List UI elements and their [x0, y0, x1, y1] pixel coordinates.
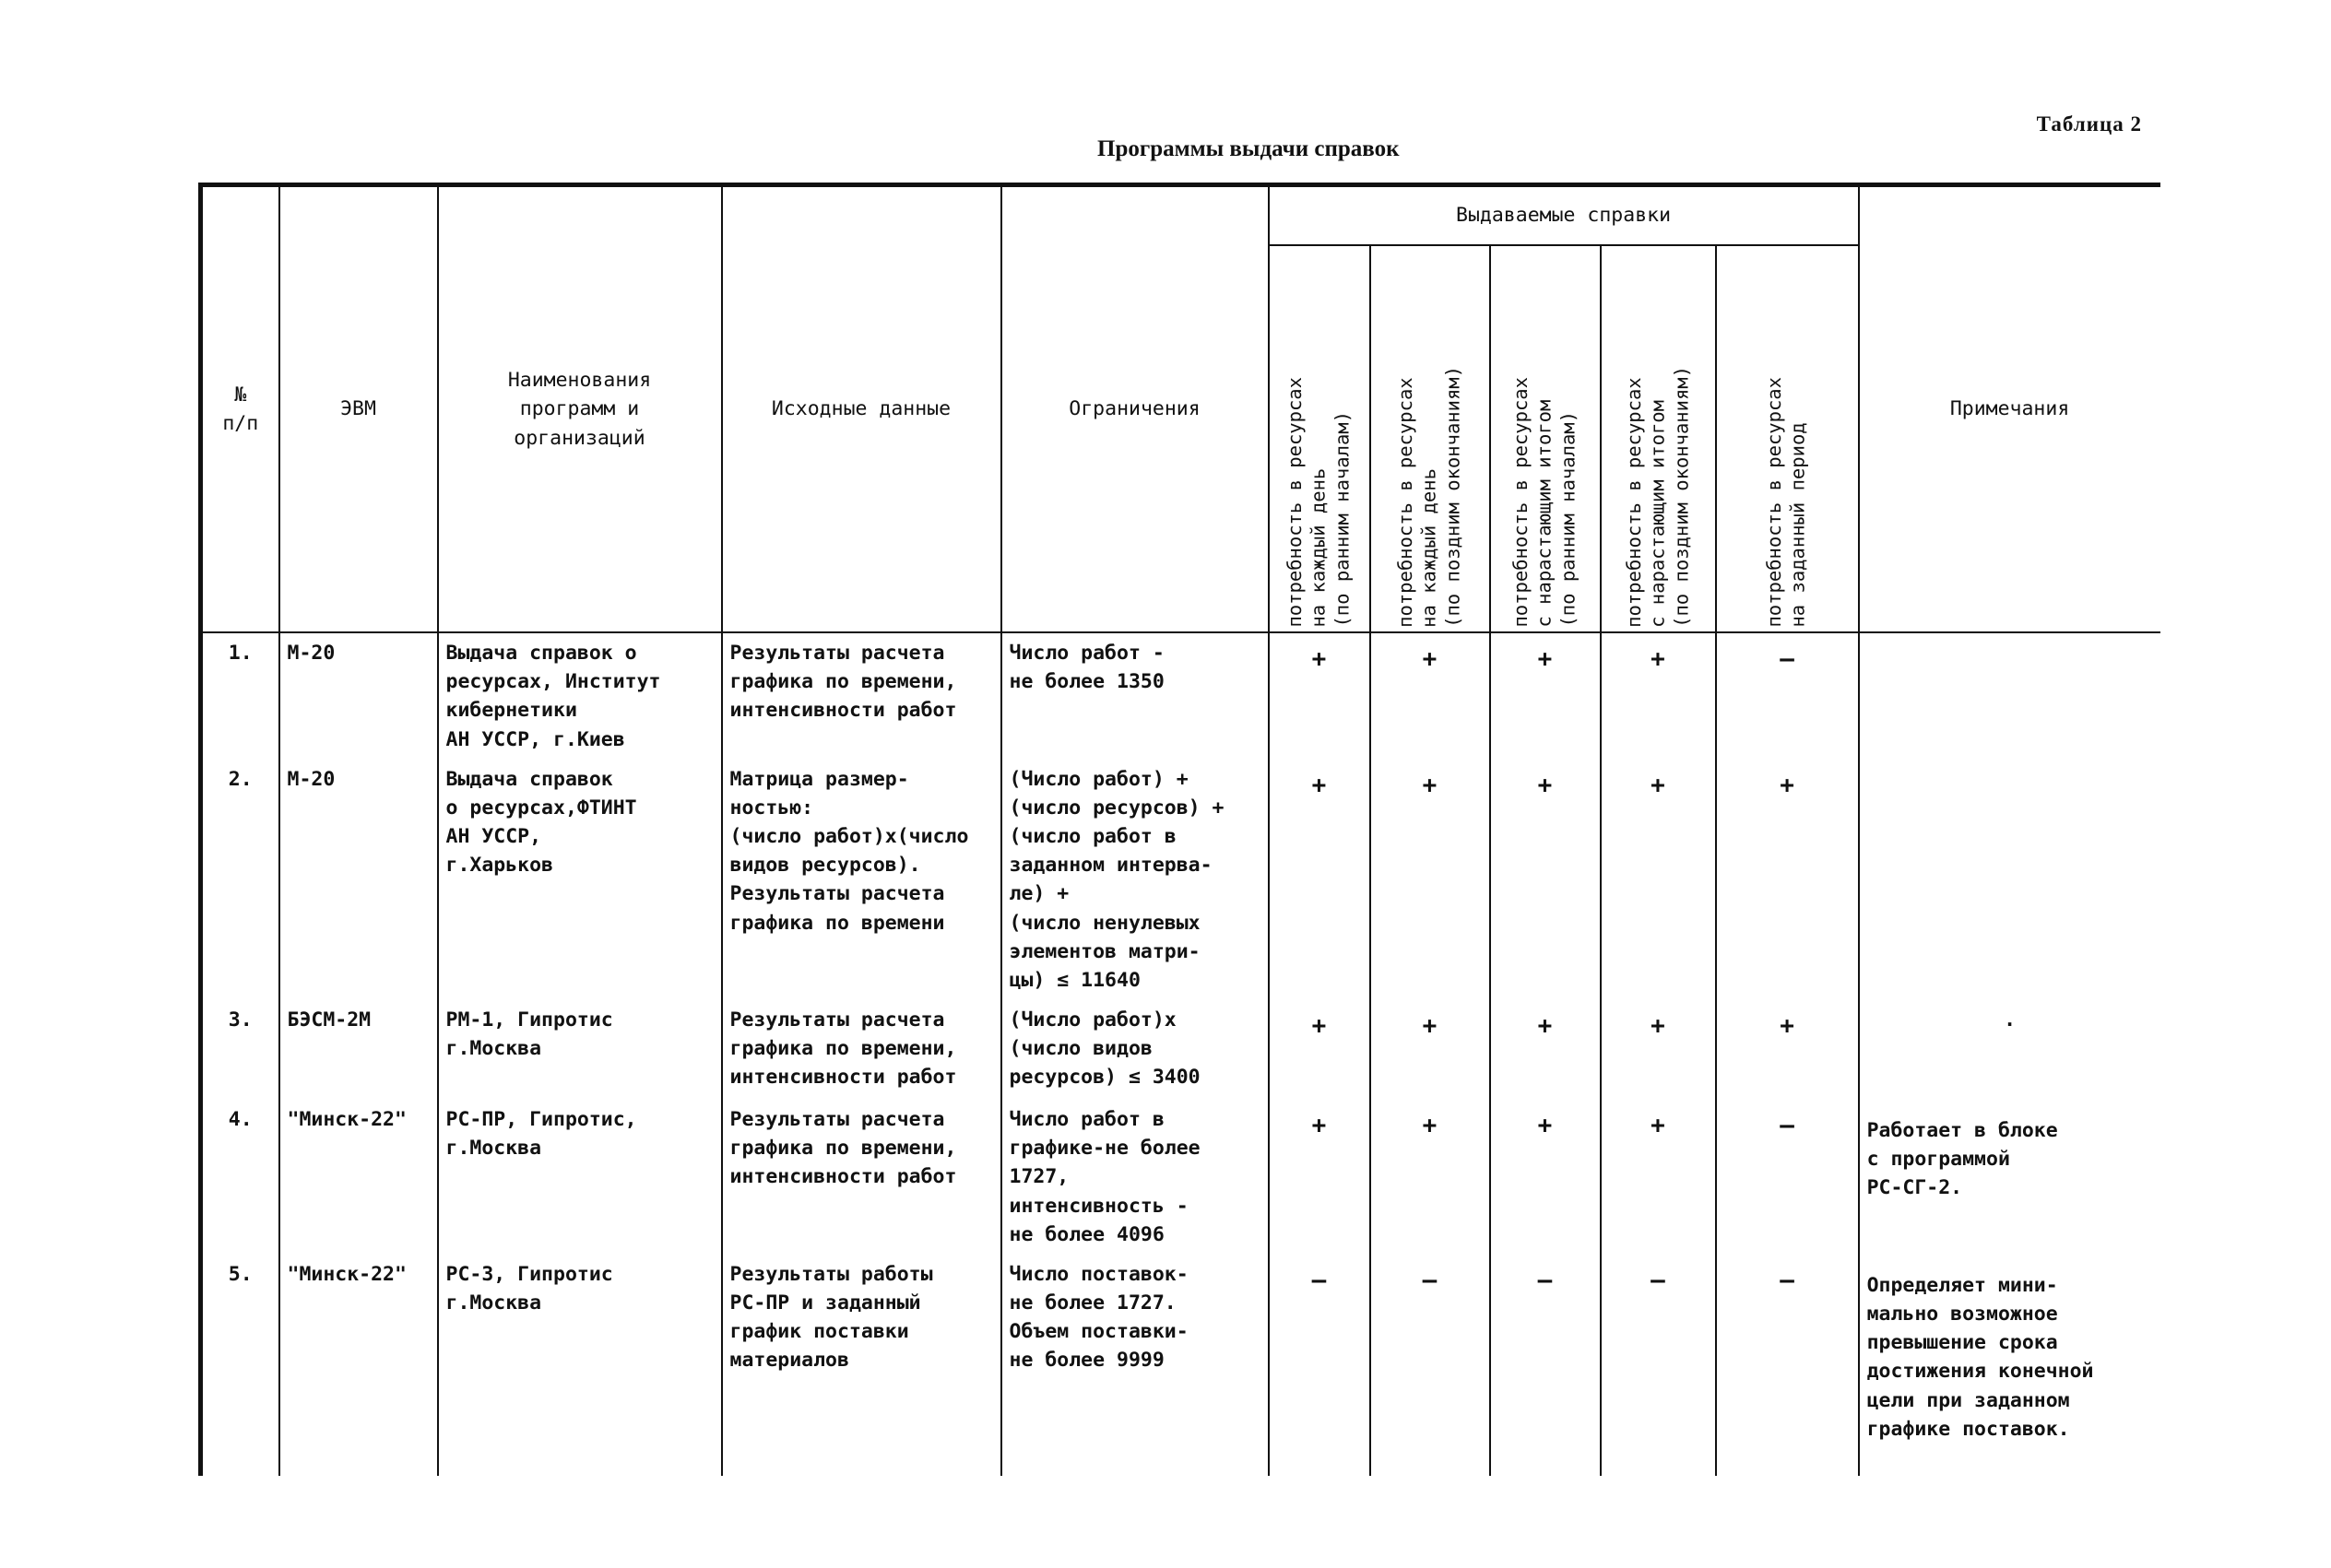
- row-program: Выдача справок о ресурсах, Институт кибернетики АН УССР, г.Киев: [438, 632, 722, 760]
- table-row: [201, 632, 2160, 760]
- row-mark-2: +: [1370, 760, 1490, 1000]
- row-mark-2: +: [1370, 632, 1490, 760]
- header-limits: Ограничения: [1001, 185, 1269, 633]
- header-issued-sub-3: [1490, 245, 1601, 632]
- row-mark-4: +: [1601, 760, 1716, 1000]
- row-mark-5: +: [1716, 1000, 1859, 1100]
- header-issued-sub-1-text: потребность в ресурсах на каждый день (по ранним началам): [1284, 377, 1354, 628]
- row-limits: (Число работ) + (число ресурсов) + (число работ в заданном интерва- ле) + (число ненулевых элементов матри- цы) ≤ 11640: [1001, 760, 1269, 1000]
- header-input: Исходные данные: [722, 185, 1001, 633]
- row-limits: (Число работ)х (число видов ресурсов) ≤ 3400: [1001, 1000, 1269, 1100]
- row-mark-1: +: [1269, 632, 1370, 760]
- header-issued-sub-2: [1370, 245, 1490, 632]
- table-label: Таблица 2: [2036, 112, 2142, 136]
- row-mark-3: +: [1490, 632, 1601, 760]
- row-input: Результаты расчета графика по времени, интенсивности работ: [722, 1000, 1001, 1100]
- row-mark-3: –: [1490, 1255, 1601, 1476]
- row-mark-3: +: [1490, 760, 1601, 1000]
- header-issued-sub-4: [1601, 245, 1716, 632]
- programs-table: [198, 183, 2160, 1476]
- row-evm: "Минск-22": [279, 1255, 438, 1476]
- row-mark-5: +: [1716, 760, 1859, 1000]
- row-mark-3: +: [1490, 1100, 1601, 1255]
- header-issued-sub-5: [1716, 245, 1859, 632]
- header-issued-sub-2-text: потребность в ресурсах на каждый день (по поздним окончаниям): [1394, 366, 1464, 628]
- row-mark-2: +: [1370, 1100, 1490, 1255]
- row-program: Выдача справок о ресурсах,ФТИНТ АН УССР, г.Харьков: [438, 760, 722, 1000]
- row-mark-4: +: [1601, 632, 1716, 760]
- row-num: 3.: [201, 1000, 279, 1100]
- row-notes: .: [1859, 1000, 2160, 1100]
- row-input: Результаты расчета графика по времени, интенсивности работ: [722, 1100, 1001, 1255]
- row-input: Результаты расчета графика по времени, интенсивности работ: [722, 632, 1001, 760]
- row-program: РМ-1, Гипротис г.Москва: [438, 1000, 722, 1100]
- header-evm: ЭВМ: [279, 185, 438, 633]
- row-limits: Число работ в графике-не более 1727, интенсивность - не более 4096: [1001, 1100, 1269, 1255]
- row-limits: Число поставок- не более 1727. Объем поставки- не более 9999: [1001, 1255, 1269, 1476]
- header-issued-sub-4-text: потребность в ресурсах с нарастающим итогом (по поздним окончаниям): [1622, 366, 1692, 628]
- row-mark-2: +: [1370, 1000, 1490, 1100]
- header-issued-sub-5-text: потребность в ресурсах на заданный период: [1763, 377, 1810, 628]
- row-mark-1: +: [1269, 1000, 1370, 1100]
- table-row: [201, 760, 2160, 1000]
- row-mark-3: +: [1490, 1000, 1601, 1100]
- row-mark-4: +: [1601, 1100, 1716, 1255]
- row-mark-2: –: [1370, 1255, 1490, 1476]
- row-evm: М-20: [279, 760, 438, 1000]
- row-input: Результаты работы РС-ПР и заданный график поставки материалов: [722, 1255, 1001, 1476]
- row-program: РС-3, Гипротис г.Москва: [438, 1255, 722, 1476]
- row-mark-1: +: [1269, 760, 1370, 1000]
- header-programs: Наименования программ и организаций: [438, 185, 722, 633]
- row-num: 4.: [201, 1100, 279, 1255]
- table-row: [201, 1255, 2160, 1476]
- row-mark-4: –: [1601, 1255, 1716, 1476]
- row-notes: [1859, 632, 2160, 760]
- header-issued-sub-3-text: потребность в ресурсах с нарастающим итогом (по ранним началам): [1509, 377, 1580, 628]
- row-mark-4: +: [1601, 1000, 1716, 1100]
- row-mark-1: +: [1269, 1100, 1370, 1255]
- row-notes: [1859, 760, 2160, 1000]
- row-limits: Число работ - не более 1350: [1001, 632, 1269, 760]
- table-row: [201, 1100, 2160, 1255]
- table-row: [201, 1000, 2160, 1100]
- row-evm: М-20: [279, 632, 438, 760]
- header-num: № п/п: [201, 185, 279, 633]
- row-mark-5: –: [1716, 1255, 1859, 1476]
- row-num: 2.: [201, 760, 279, 1000]
- row-program: РС-ПР, Гипротис, г.Москва: [438, 1100, 722, 1255]
- row-mark-5: –: [1716, 1100, 1859, 1255]
- row-num: 5.: [201, 1255, 279, 1476]
- row-evm: "Минск-22": [279, 1100, 438, 1255]
- row-evm: БЭСМ-2М: [279, 1000, 438, 1100]
- row-input: Матрица размер- ностью: (число работ)х(число видов ресурсов). Результаты расчета графика по времени: [722, 760, 1001, 1000]
- row-mark-1: –: [1269, 1255, 1370, 1476]
- table-title: Программы выдачи справок: [1097, 136, 1400, 161]
- row-mark-5: –: [1716, 632, 1859, 760]
- row-notes: Работает в блоке с программой РС-СГ-2.: [1859, 1100, 2160, 1255]
- row-notes: Определяет мини- мально возможное превышение срока достижения конечной цели при заданном графике поставок.: [1859, 1255, 2160, 1476]
- header-notes: Примечания: [1859, 185, 2160, 633]
- header-issued-sub-1: [1269, 245, 1370, 632]
- header-issued: Выдаваемые справки: [1269, 185, 1859, 246]
- row-num: 1.: [201, 632, 279, 760]
